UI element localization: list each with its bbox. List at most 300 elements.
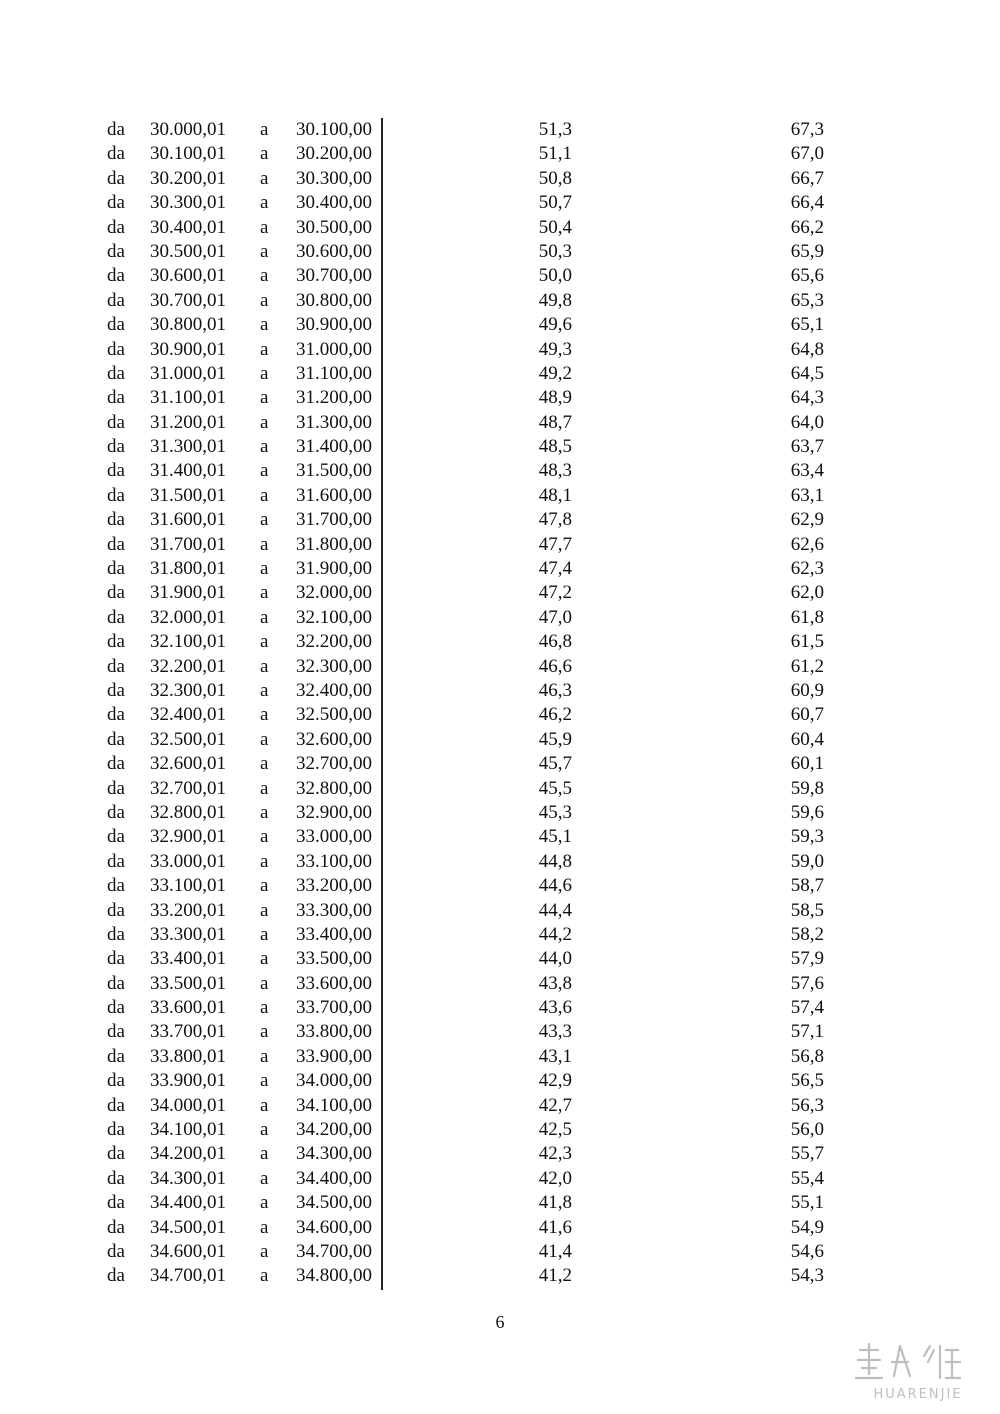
value-1-cell: 50,8 [538,167,572,189]
value-2-cell: 57,6 [790,972,824,994]
value-2-cell: 56,0 [790,1119,824,1141]
value-1-cell: 43,3 [538,1021,572,1043]
range-separator-cell: a [260,1045,269,1067]
value-1-cell: 48,7 [538,411,572,433]
value-2-cell: 62,9 [790,509,824,531]
value-2-cell: 65,6 [790,265,824,287]
range-from-cell: 30.700,01 [150,289,226,311]
value-1-cell: 45,1 [538,826,572,848]
range-separator-cell: a [260,679,269,701]
range-from-cell: 31.800,01 [150,558,226,580]
table-row [0,752,1000,776]
range-from-cell: 31.900,01 [150,582,226,604]
prefix-cell: da [107,997,125,1019]
value-1-cell: 46,6 [538,655,572,677]
range-from-cell: 34.100,01 [150,1119,226,1141]
range-separator-cell: a [260,948,269,970]
range-to-cell: 33.800,00 [296,1021,372,1043]
value-1-cell: 41,8 [538,1192,572,1214]
table-row [0,1069,1000,1093]
value-1-cell: 47,2 [538,582,572,604]
prefix-cell: da [107,972,125,994]
value-1-cell: 48,1 [538,484,572,506]
range-from-cell: 32.500,01 [150,728,226,750]
range-separator-cell: a [260,1143,269,1165]
value-2-cell: 58,2 [790,923,824,945]
prefix-cell: da [107,119,125,140]
range-from-cell: 33.500,01 [150,972,226,994]
prefix-cell: da [107,484,125,506]
value-2-cell: 56,5 [790,1070,824,1092]
range-to-cell: 31.400,00 [296,436,372,458]
table-row [0,1240,1000,1264]
table-row [0,874,1000,898]
table-row [0,655,1000,679]
range-separator-cell: a [260,655,269,677]
value-1-cell: 42,5 [538,1119,572,1141]
prefix-cell: da [107,948,125,970]
value-1-cell: 48,5 [538,436,572,458]
prefix-cell: da [107,875,125,897]
range-from-cell: 31.500,01 [150,484,226,506]
range-separator-cell: a [260,704,269,726]
value-2-cell: 65,9 [790,240,824,262]
value-1-cell: 44,0 [538,948,572,970]
range-from-cell: 30.400,01 [150,216,226,238]
watermark-logo [848,1340,988,1405]
table-row [0,557,1000,581]
range-to-cell: 32.400,00 [296,679,372,701]
table-row [0,1094,1000,1118]
range-from-cell: 32.000,01 [150,606,226,628]
table-row [0,825,1000,849]
table-row [0,484,1000,508]
table-row [0,996,1000,1020]
prefix-cell: da [107,362,125,384]
range-separator-cell: a [260,558,269,580]
table-row [0,338,1000,362]
rate-table [0,118,1000,1289]
table-row [0,777,1000,801]
range-to-cell: 33.700,00 [296,997,372,1019]
value-1-cell: 47,0 [538,606,572,628]
table-row [0,362,1000,386]
watermark-brand-text: HUARENJIE [873,1387,963,1402]
range-from-cell: 32.700,01 [150,777,226,799]
range-separator-cell: a [260,460,269,482]
value-1-cell: 47,7 [538,533,572,555]
value-2-cell: 59,3 [790,826,824,848]
range-from-cell: 31.000,01 [150,362,226,384]
range-separator-cell: a [260,1265,269,1287]
range-to-cell: 33.200,00 [296,875,372,897]
value-1-cell: 49,2 [538,362,572,384]
range-to-cell: 31.300,00 [296,411,372,433]
prefix-cell: da [107,631,125,653]
range-to-cell: 34.400,00 [296,1167,372,1189]
prefix-cell: da [107,826,125,848]
value-2-cell: 66,7 [790,167,824,189]
value-1-cell: 51,1 [538,143,572,165]
prefix-cell: da [107,1119,125,1141]
table-row [0,630,1000,654]
value-1-cell: 50,0 [538,265,572,287]
prefix-cell: da [107,167,125,189]
range-separator-cell: a [260,1119,269,1141]
range-separator-cell: a [260,362,269,384]
table-row [0,972,1000,996]
range-to-cell: 33.000,00 [296,826,372,848]
range-from-cell: 31.400,01 [150,460,226,482]
range-from-cell: 31.300,01 [150,436,226,458]
range-separator-cell: a [260,436,269,458]
range-separator-cell: a [260,119,269,140]
range-to-cell: 33.500,00 [296,948,372,970]
range-to-cell: 32.800,00 [296,777,372,799]
range-from-cell: 30.300,01 [150,192,226,214]
table-row [0,899,1000,923]
value-2-cell: 65,3 [790,289,824,311]
range-to-cell: 34.600,00 [296,1216,372,1238]
range-to-cell: 32.000,00 [296,582,372,604]
table-row [0,386,1000,410]
range-separator-cell: a [260,192,269,214]
range-separator-cell: a [260,167,269,189]
range-from-cell: 32.200,01 [150,655,226,677]
value-1-cell: 42,9 [538,1070,572,1092]
range-to-cell: 34.700,00 [296,1240,372,1262]
table-row [0,1191,1000,1215]
range-from-cell: 30.000,01 [150,119,226,140]
value-2-cell: 62,0 [790,582,824,604]
value-1-cell: 48,9 [538,387,572,409]
value-1-cell: 50,3 [538,240,572,262]
range-to-cell: 31.600,00 [296,484,372,506]
range-to-cell: 30.300,00 [296,167,372,189]
prefix-cell: da [107,1216,125,1238]
range-from-cell: 33.900,01 [150,1070,226,1092]
range-separator-cell: a [260,143,269,165]
range-separator-cell: a [260,1070,269,1092]
value-1-cell: 43,1 [538,1045,572,1067]
value-2-cell: 61,8 [790,606,824,628]
range-separator-cell: a [260,1216,269,1238]
value-1-cell: 43,8 [538,972,572,994]
table-row [0,1264,1000,1288]
range-separator-cell: a [260,484,269,506]
value-1-cell: 50,4 [538,216,572,238]
value-2-cell: 67,0 [790,143,824,165]
range-to-cell: 34.000,00 [296,1070,372,1092]
prefix-cell: da [107,338,125,360]
range-separator-cell: a [260,240,269,262]
table-row [0,508,1000,532]
range-from-cell: 33.000,01 [150,850,226,872]
range-separator-cell: a [260,265,269,287]
range-to-cell: 34.200,00 [296,1119,372,1141]
prefix-cell: da [107,289,125,311]
range-from-cell: 34.600,01 [150,1240,226,1262]
range-to-cell: 30.400,00 [296,192,372,214]
range-from-cell: 33.100,01 [150,875,226,897]
value-2-cell: 64,3 [790,387,824,409]
value-1-cell: 49,6 [538,314,572,336]
range-from-cell: 31.200,01 [150,411,226,433]
table-row [0,142,1000,166]
value-1-cell: 41,6 [538,1216,572,1238]
range-to-cell: 32.200,00 [296,631,372,653]
value-1-cell: 45,3 [538,801,572,823]
value-2-cell: 63,4 [790,460,824,482]
value-1-cell: 44,6 [538,875,572,897]
range-from-cell: 34.500,01 [150,1216,226,1238]
range-separator-cell: a [260,801,269,823]
range-from-cell: 31.600,01 [150,509,226,531]
prefix-cell: da [107,704,125,726]
table-row [0,1118,1000,1142]
table-row [0,240,1000,264]
value-1-cell: 42,3 [538,1143,572,1165]
value-2-cell: 54,9 [790,1216,824,1238]
range-from-cell: 33.800,01 [150,1045,226,1067]
value-2-cell: 56,8 [790,1045,824,1067]
range-to-cell: 31.100,00 [296,362,372,384]
range-separator-cell: a [260,289,269,311]
prefix-cell: da [107,216,125,238]
value-2-cell: 63,7 [790,436,824,458]
range-separator-cell: a [260,972,269,994]
value-1-cell: 49,3 [538,338,572,360]
range-to-cell: 33.900,00 [296,1045,372,1067]
table-row [0,435,1000,459]
range-to-cell: 34.500,00 [296,1192,372,1214]
prefix-cell: da [107,1167,125,1189]
value-2-cell: 59,8 [790,777,824,799]
range-separator-cell: a [260,338,269,360]
range-to-cell: 34.800,00 [296,1265,372,1287]
range-separator-cell: a [260,777,269,799]
range-from-cell: 33.300,01 [150,923,226,945]
value-2-cell: 60,4 [790,728,824,750]
range-separator-cell: a [260,314,269,336]
value-2-cell: 64,0 [790,411,824,433]
value-2-cell: 60,7 [790,704,824,726]
prefix-cell: da [107,1070,125,1092]
value-1-cell: 46,2 [538,704,572,726]
value-1-cell: 47,4 [538,558,572,580]
value-1-cell: 42,7 [538,1094,572,1116]
value-2-cell: 61,5 [790,631,824,653]
range-from-cell: 34.300,01 [150,1167,226,1189]
range-from-cell: 30.500,01 [150,240,226,262]
table-row [0,1020,1000,1044]
range-separator-cell: a [260,1167,269,1189]
range-to-cell: 31.000,00 [296,338,372,360]
prefix-cell: da [107,143,125,165]
value-2-cell: 55,4 [790,1167,824,1189]
range-from-cell: 30.800,01 [150,314,226,336]
range-separator-cell: a [260,411,269,433]
range-separator-cell: a [260,509,269,531]
range-from-cell: 34.700,01 [150,1265,226,1287]
value-1-cell: 45,5 [538,777,572,799]
range-from-cell: 32.600,01 [150,753,226,775]
value-2-cell: 66,4 [790,192,824,214]
range-to-cell: 32.300,00 [296,655,372,677]
prefix-cell: da [107,240,125,262]
range-to-cell: 31.200,00 [296,387,372,409]
range-to-cell: 30.700,00 [296,265,372,287]
range-to-cell: 30.900,00 [296,314,372,336]
prefix-cell: da [107,509,125,531]
value-2-cell: 58,5 [790,899,824,921]
range-to-cell: 31.900,00 [296,558,372,580]
value-2-cell: 62,3 [790,558,824,580]
range-from-cell: 33.200,01 [150,899,226,921]
table-row [0,801,1000,825]
table-row [0,1167,1000,1191]
table-row [0,118,1000,142]
prefix-cell: da [107,436,125,458]
prefix-cell: da [107,1021,125,1043]
value-2-cell: 65,1 [790,314,824,336]
range-to-cell: 30.600,00 [296,240,372,262]
range-separator-cell: a [260,923,269,945]
table-row [0,703,1000,727]
value-1-cell: 49,8 [538,289,572,311]
prefix-cell: da [107,801,125,823]
table-row [0,167,1000,191]
value-1-cell: 44,8 [538,850,572,872]
range-to-cell: 30.800,00 [296,289,372,311]
prefix-cell: da [107,1192,125,1214]
range-separator-cell: a [260,875,269,897]
range-from-cell: 32.900,01 [150,826,226,848]
range-from-cell: 34.200,01 [150,1143,226,1165]
value-1-cell: 43,6 [538,997,572,1019]
value-1-cell: 45,7 [538,753,572,775]
value-1-cell: 51,3 [538,119,572,140]
value-1-cell: 42,0 [538,1167,572,1189]
value-2-cell: 56,3 [790,1094,824,1116]
range-from-cell: 30.900,01 [150,338,226,360]
range-to-cell: 31.700,00 [296,509,372,531]
range-to-cell: 33.100,00 [296,850,372,872]
prefix-cell: da [107,850,125,872]
value-2-cell: 60,1 [790,753,824,775]
value-2-cell: 64,5 [790,362,824,384]
table-row [0,947,1000,971]
value-2-cell: 63,1 [790,484,824,506]
prefix-cell: da [107,655,125,677]
range-separator-cell: a [260,997,269,1019]
column-divider [381,118,383,1290]
value-1-cell: 41,2 [538,1265,572,1287]
range-to-cell: 30.200,00 [296,143,372,165]
range-from-cell: 32.800,01 [150,801,226,823]
range-separator-cell: a [260,1021,269,1043]
value-2-cell: 60,9 [790,679,824,701]
value-1-cell: 44,2 [538,923,572,945]
range-to-cell: 32.500,00 [296,704,372,726]
value-2-cell: 55,7 [790,1143,824,1165]
table-row [0,411,1000,435]
prefix-cell: da [107,1094,125,1116]
value-1-cell: 48,3 [538,460,572,482]
value-2-cell: 66,2 [790,216,824,238]
range-separator-cell: a [260,216,269,238]
prefix-cell: da [107,1045,125,1067]
value-2-cell: 54,3 [790,1265,824,1287]
prefix-cell: da [107,460,125,482]
range-from-cell: 32.400,01 [150,704,226,726]
value-2-cell: 64,8 [790,338,824,360]
value-1-cell: 41,4 [538,1240,572,1262]
table-row [0,581,1000,605]
prefix-cell: da [107,387,125,409]
prefix-cell: da [107,753,125,775]
range-to-cell: 32.100,00 [296,606,372,628]
range-separator-cell: a [260,753,269,775]
range-separator-cell: a [260,387,269,409]
prefix-cell: da [107,314,125,336]
range-separator-cell: a [260,631,269,653]
value-2-cell: 55,1 [790,1192,824,1214]
table-row [0,264,1000,288]
range-separator-cell: a [260,1094,269,1116]
table-row [0,216,1000,240]
table-row [0,533,1000,557]
prefix-cell: da [107,679,125,701]
range-from-cell: 32.100,01 [150,631,226,653]
value-2-cell: 59,6 [790,801,824,823]
prefix-cell: da [107,923,125,945]
value-2-cell: 61,2 [790,655,824,677]
table-row [0,459,1000,483]
table-row [0,923,1000,947]
range-to-cell: 30.500,00 [296,216,372,238]
value-2-cell: 54,6 [790,1240,824,1262]
range-separator-cell: a [260,606,269,628]
prefix-cell: da [107,1265,125,1287]
prefix-cell: da [107,1240,125,1262]
prefix-cell: da [107,411,125,433]
range-from-cell: 32.300,01 [150,679,226,701]
value-2-cell: 57,9 [790,948,824,970]
value-1-cell: 45,9 [538,728,572,750]
value-2-cell: 59,0 [790,850,824,872]
prefix-cell: da [107,899,125,921]
range-to-cell: 31.800,00 [296,533,372,555]
value-2-cell: 58,7 [790,875,824,897]
range-to-cell: 32.700,00 [296,753,372,775]
table-row [0,679,1000,703]
value-1-cell: 47,8 [538,509,572,531]
table-row [0,606,1000,630]
value-2-cell: 57,1 [790,1021,824,1043]
range-from-cell: 30.100,01 [150,143,226,165]
range-from-cell: 30.600,01 [150,265,226,287]
prefix-cell: da [107,192,125,214]
prefix-cell: da [107,1143,125,1165]
range-to-cell: 33.600,00 [296,972,372,994]
range-separator-cell: a [260,826,269,848]
value-1-cell: 44,4 [538,899,572,921]
range-separator-cell: a [260,850,269,872]
table-row [0,313,1000,337]
table-row [0,289,1000,313]
range-to-cell: 34.100,00 [296,1094,372,1116]
